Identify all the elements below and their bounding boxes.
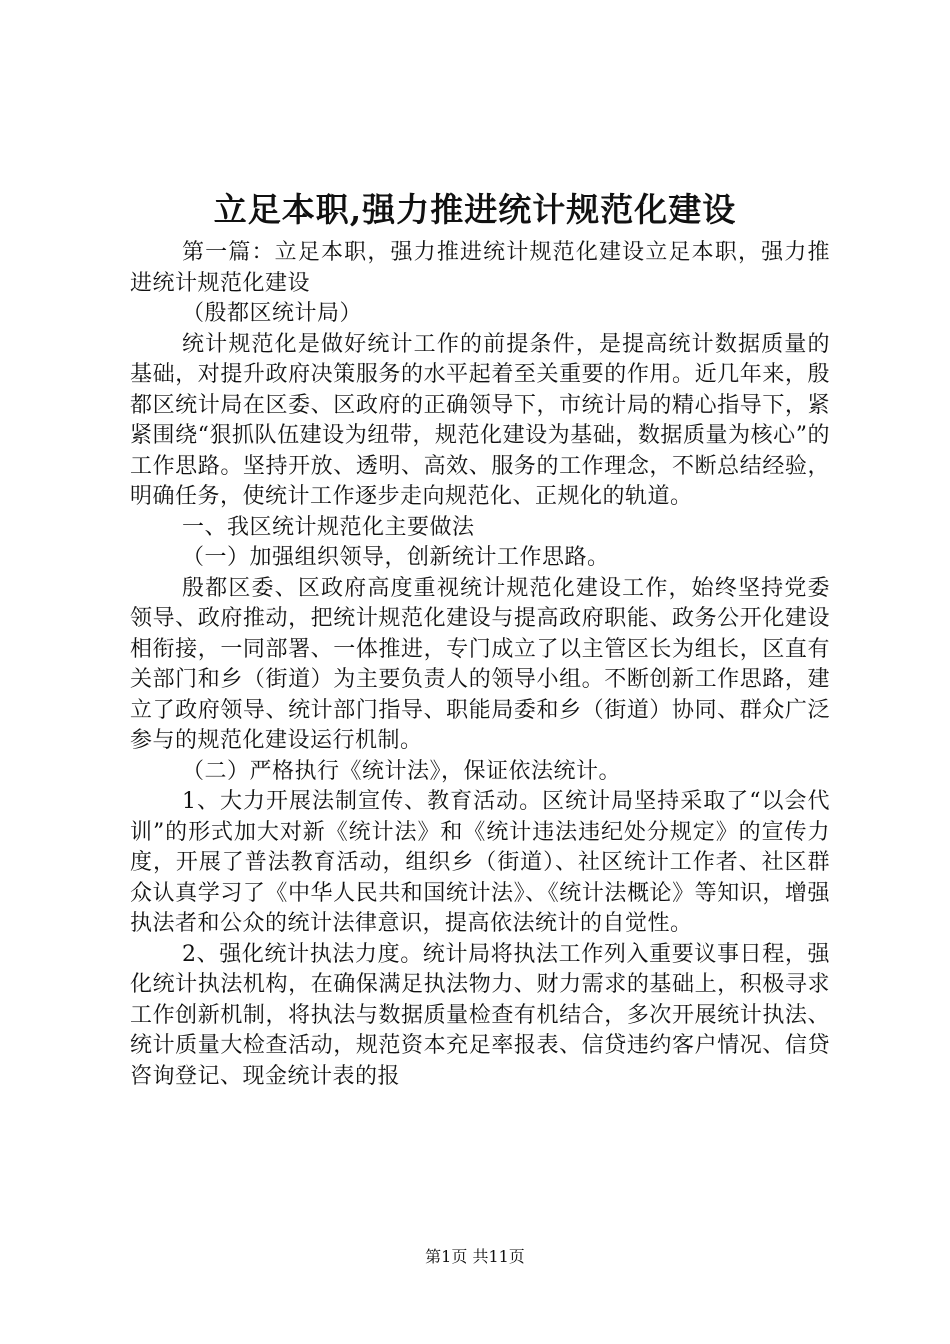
document-body	[130, 238, 830, 1092]
paragraph-item-1: 1、大力开展法制宣传、教育活动。区统计局坚持采取了“以会代训”的形式加大对新《统计法》和《统计违法违纪处分规定》的宣传力度，开展了普法教育活动，组织乡（街道）、社区统计工作者、社区群众认真学习了《中华人民共和国统计法》、《统计法概论》等知识，增强执法者和公众的统计法律意识，提高依法统计的自觉性。	[130, 789, 830, 936]
page-number: 第1页 共11页	[425, 1247, 525, 1266]
section-heading-1: 一、我区统计规范化主要做法	[182, 514, 475, 540]
subsection-heading-2: （二）严格执行《统计法》，保证依法统计。	[182, 758, 622, 784]
paragraph-intro: 统计规范化是做好统计工作的前提条件，是提高统计数据质量的基础，对提升政府决策服务的水平起着至关重要的作用。近几年来，殷都区统计局在区委、区政府的正确领导下，市统计局的精心指导下，紧紧围绕“狠抓队伍建设为纽带，规范化建设为基础，数据质量为核心”的工作思路。坚持开放、透明、高效、服务的工作理念，不断总结经验，明确任务，使统计工作逐步走向规范化、正规化的轨道。	[130, 331, 830, 509]
paragraph-heading-line: 第一篇：立足本职，强力推进统计规范化建设立足本职，强力推进统计规范化建设	[130, 240, 830, 296]
paragraph-leadership: 殷都区委、区政府高度重视统计规范化建设工作，始终坚持党委领导、政府推动，把统计规范化建设与提高政府职能、政务公开化建设相衔接，一同部署、一体推进，专门成立了以主管区长为组长，区直有关部门和乡（街道）为主要负责人的领导小组。不断创新工作思路，建立了政府领导、统计部门指导、职能局委和乡（街道）协同、群众广泛参与的规范化建设运行机制。	[130, 575, 830, 753]
paragraph-item-2: 2、强化统计执法力度。统计局将执法工作列入重要议事日程，强化统计执法机构，在确保满足执法物力、财力需求的基础上，积极寻求工作创新机制，将执法与数据质量检查有机结合，多次开展统计执法、统计质量大检查活动，规范资本充足率报表、信贷违约客户情况、信贷咨询登记、现金统计表的报	[130, 941, 830, 1089]
subsection-heading-1: （一）加强组织领导，创新统计工作思路。	[182, 545, 610, 570]
document-title: 立足本职,强力推进统计规范化建设	[213, 190, 737, 229]
paragraph-author: （殷都区统计局）	[182, 301, 363, 326]
